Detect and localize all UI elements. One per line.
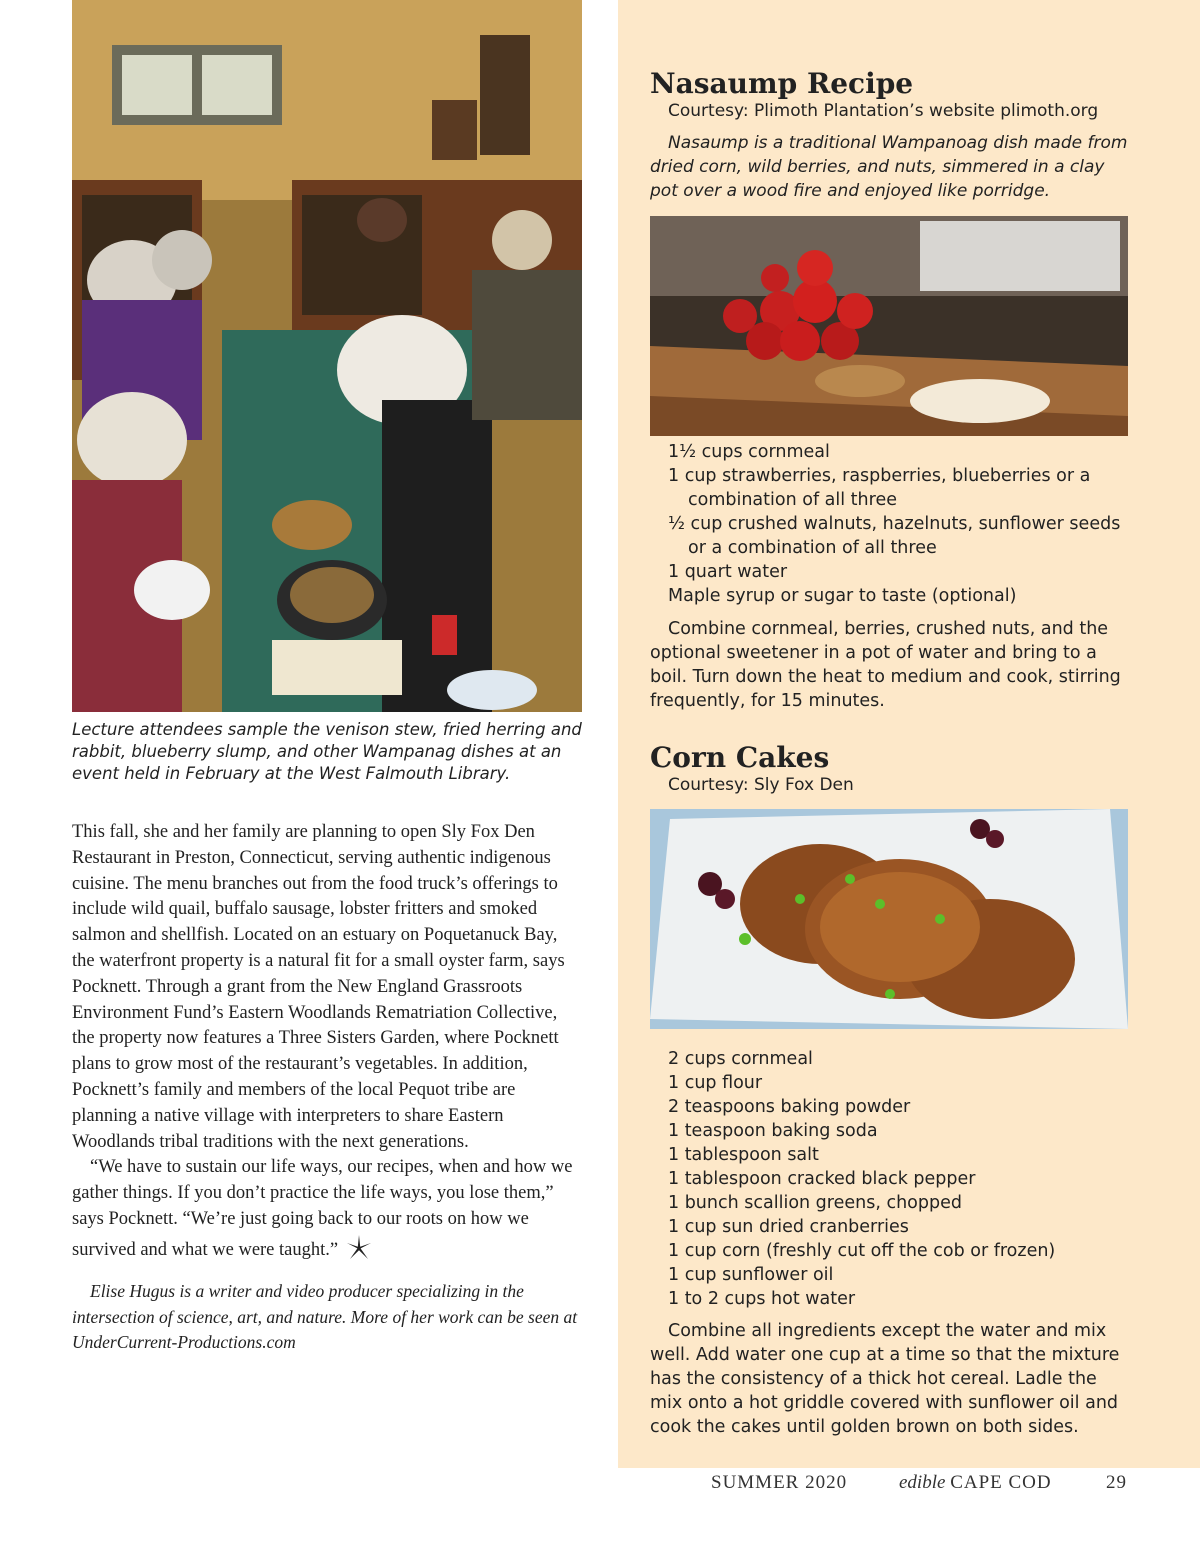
nasaump-courtesy: Courtesy: Plimoth Plantation’s website plimoth.org — [668, 101, 1099, 121]
author-bio: Elise Hugus is a writer and video producer specializing in the intersection of science, art, and nature. More of her work can be seen at UnderCurrent-Productions.com — [72, 1281, 578, 1352]
nasaump-ingredient-list — [650, 440, 1130, 608]
ingredient-item: 1 cup sunflower oil — [668, 1265, 834, 1285]
corncakes-header — [650, 742, 1130, 796]
corncakes-courtesy: Courtesy: Sly Fox Den — [668, 775, 854, 795]
ingredient-item: 1 bunch scallion greens, chopped — [668, 1193, 962, 1213]
nasaump-method: Combine cornmeal, berries, crushed nuts, and the optional sweetener in a pot of water and bring to a boil. Turn down the heat to medium and cook, stirring frequently, for 15 minutes. — [650, 619, 1121, 711]
issue-label: SUMMER 2020 — [711, 1472, 848, 1493]
nasaump-intro: Nasaump is a traditional Wampanoag dish made from dried corn, wild berries, and nuts, simmered in a clay pot over a wood fire and enjoyed like porridge. — [650, 133, 1128, 201]
nasaump-photo — [650, 216, 1128, 436]
article-body — [72, 820, 582, 1264]
ingredient-item: 1 cup strawberries, raspberries, blueberries or a combination of all three — [668, 466, 1091, 510]
end-mark-star-icon — [344, 1233, 374, 1263]
ingredient-item: 1 tablespoon cracked black pepper — [668, 1169, 976, 1189]
nasaump-header — [650, 68, 1130, 203]
ingredient-item: 1 tablespoon salt — [668, 1145, 819, 1165]
corncakes-recipe-body — [650, 1047, 1130, 1439]
photo-caption: Lecture attendees sample the venison stew, fried herring and rabbit, blueberry slump, and other Wampanag dishes at an event held in February at the West Falmouth Library. — [72, 720, 582, 783]
ingredient-item: 1 cup sun dried cranberries — [668, 1217, 909, 1237]
nasaump-photo-illustration — [650, 216, 1128, 436]
corncakes-method: Combine all ingredients except the water and mix well. Add water one cup at a time so that the mixture has the consistency of a thick hot cereal. Ladle the mix onto a hot griddle covered with sunflower oil and cook the cakes until golden brown on both sides. — [650, 1321, 1120, 1437]
ingredient-item: Maple syrup or sugar to taste (optional) — [668, 586, 1017, 606]
ingredient-item: 1½ cups cornmeal — [668, 442, 830, 462]
ingredient-item: 1 to 2 cups hot water — [668, 1289, 856, 1309]
paragraph: This fall, she and her family are planning to open Sly Fox Den Restaurant in Preston, Connecticut, serving authentic indigenous cuisine. The menu branches out from the food truck’s offerings to include wild quail, buffalo sausage, lobster fritters and smoked salmon and shellfish. Located on an estuary on Poquetanuck Bay, the waterfront property is a natural fit for a small oyster farm, says Pocknett. Through a grant from the New England Grassroots Environment Fund’s Eastern Woodlands Rematriation Collective, the property now features a Three Sisters Garden, where Pocknett plans to grow most of the restaurant’s vegetables. In addition, Pocknett’s family and members of the local Pequot tribe are planning a native village with interpreters to share Eastern Woodlands tribal traditions with the next generations. — [72, 822, 565, 1152]
paragraph-quote — [72, 1155, 582, 1263]
ingredient-item: 2 cups cornmeal — [668, 1049, 813, 1069]
ingredient-item: 1 quart water — [668, 562, 788, 582]
event-photo-illustration — [72, 0, 582, 712]
ingredient-item: 2 teaspoons baking powder — [668, 1097, 911, 1117]
ingredient-item: 1 cup flour — [668, 1073, 763, 1093]
nasaump-recipe-body — [650, 440, 1130, 713]
corncakes-title: Corn Cakes — [650, 741, 830, 774]
corncakes-photo-illustration — [650, 809, 1128, 1029]
ingredient-item: 1 teaspoon baking soda — [668, 1121, 878, 1141]
corncakes-ingredient-list — [650, 1047, 1130, 1311]
recipe-sidebar — [618, 0, 1200, 1468]
page-number: 29 — [1106, 1472, 1127, 1493]
corncakes-photo — [650, 809, 1128, 1029]
magazine-name-italic: edible — [899, 1472, 946, 1493]
quote-text: “We have to sustain our life ways, our recipes, when and how we gather things. If you don’t practice the life ways, you lose them,” says Pocknett. “We’re just going back to our roots on how we survived and what we were taught.” — [72, 1157, 573, 1260]
magazine-name — [899, 1472, 1052, 1494]
ingredient-item: ½ cup crushed walnuts, hazelnuts, sunflower seeds or a combination of all three — [668, 514, 1121, 558]
event-photo — [72, 0, 582, 712]
nasaump-title: Nasaump Recipe — [650, 67, 914, 100]
magazine-name-rest: CAPE COD — [950, 1472, 1052, 1493]
page-footer — [0, 1472, 1200, 1502]
ingredient-item: 1 cup corn (freshly cut off the cob or frozen) — [668, 1241, 1056, 1261]
